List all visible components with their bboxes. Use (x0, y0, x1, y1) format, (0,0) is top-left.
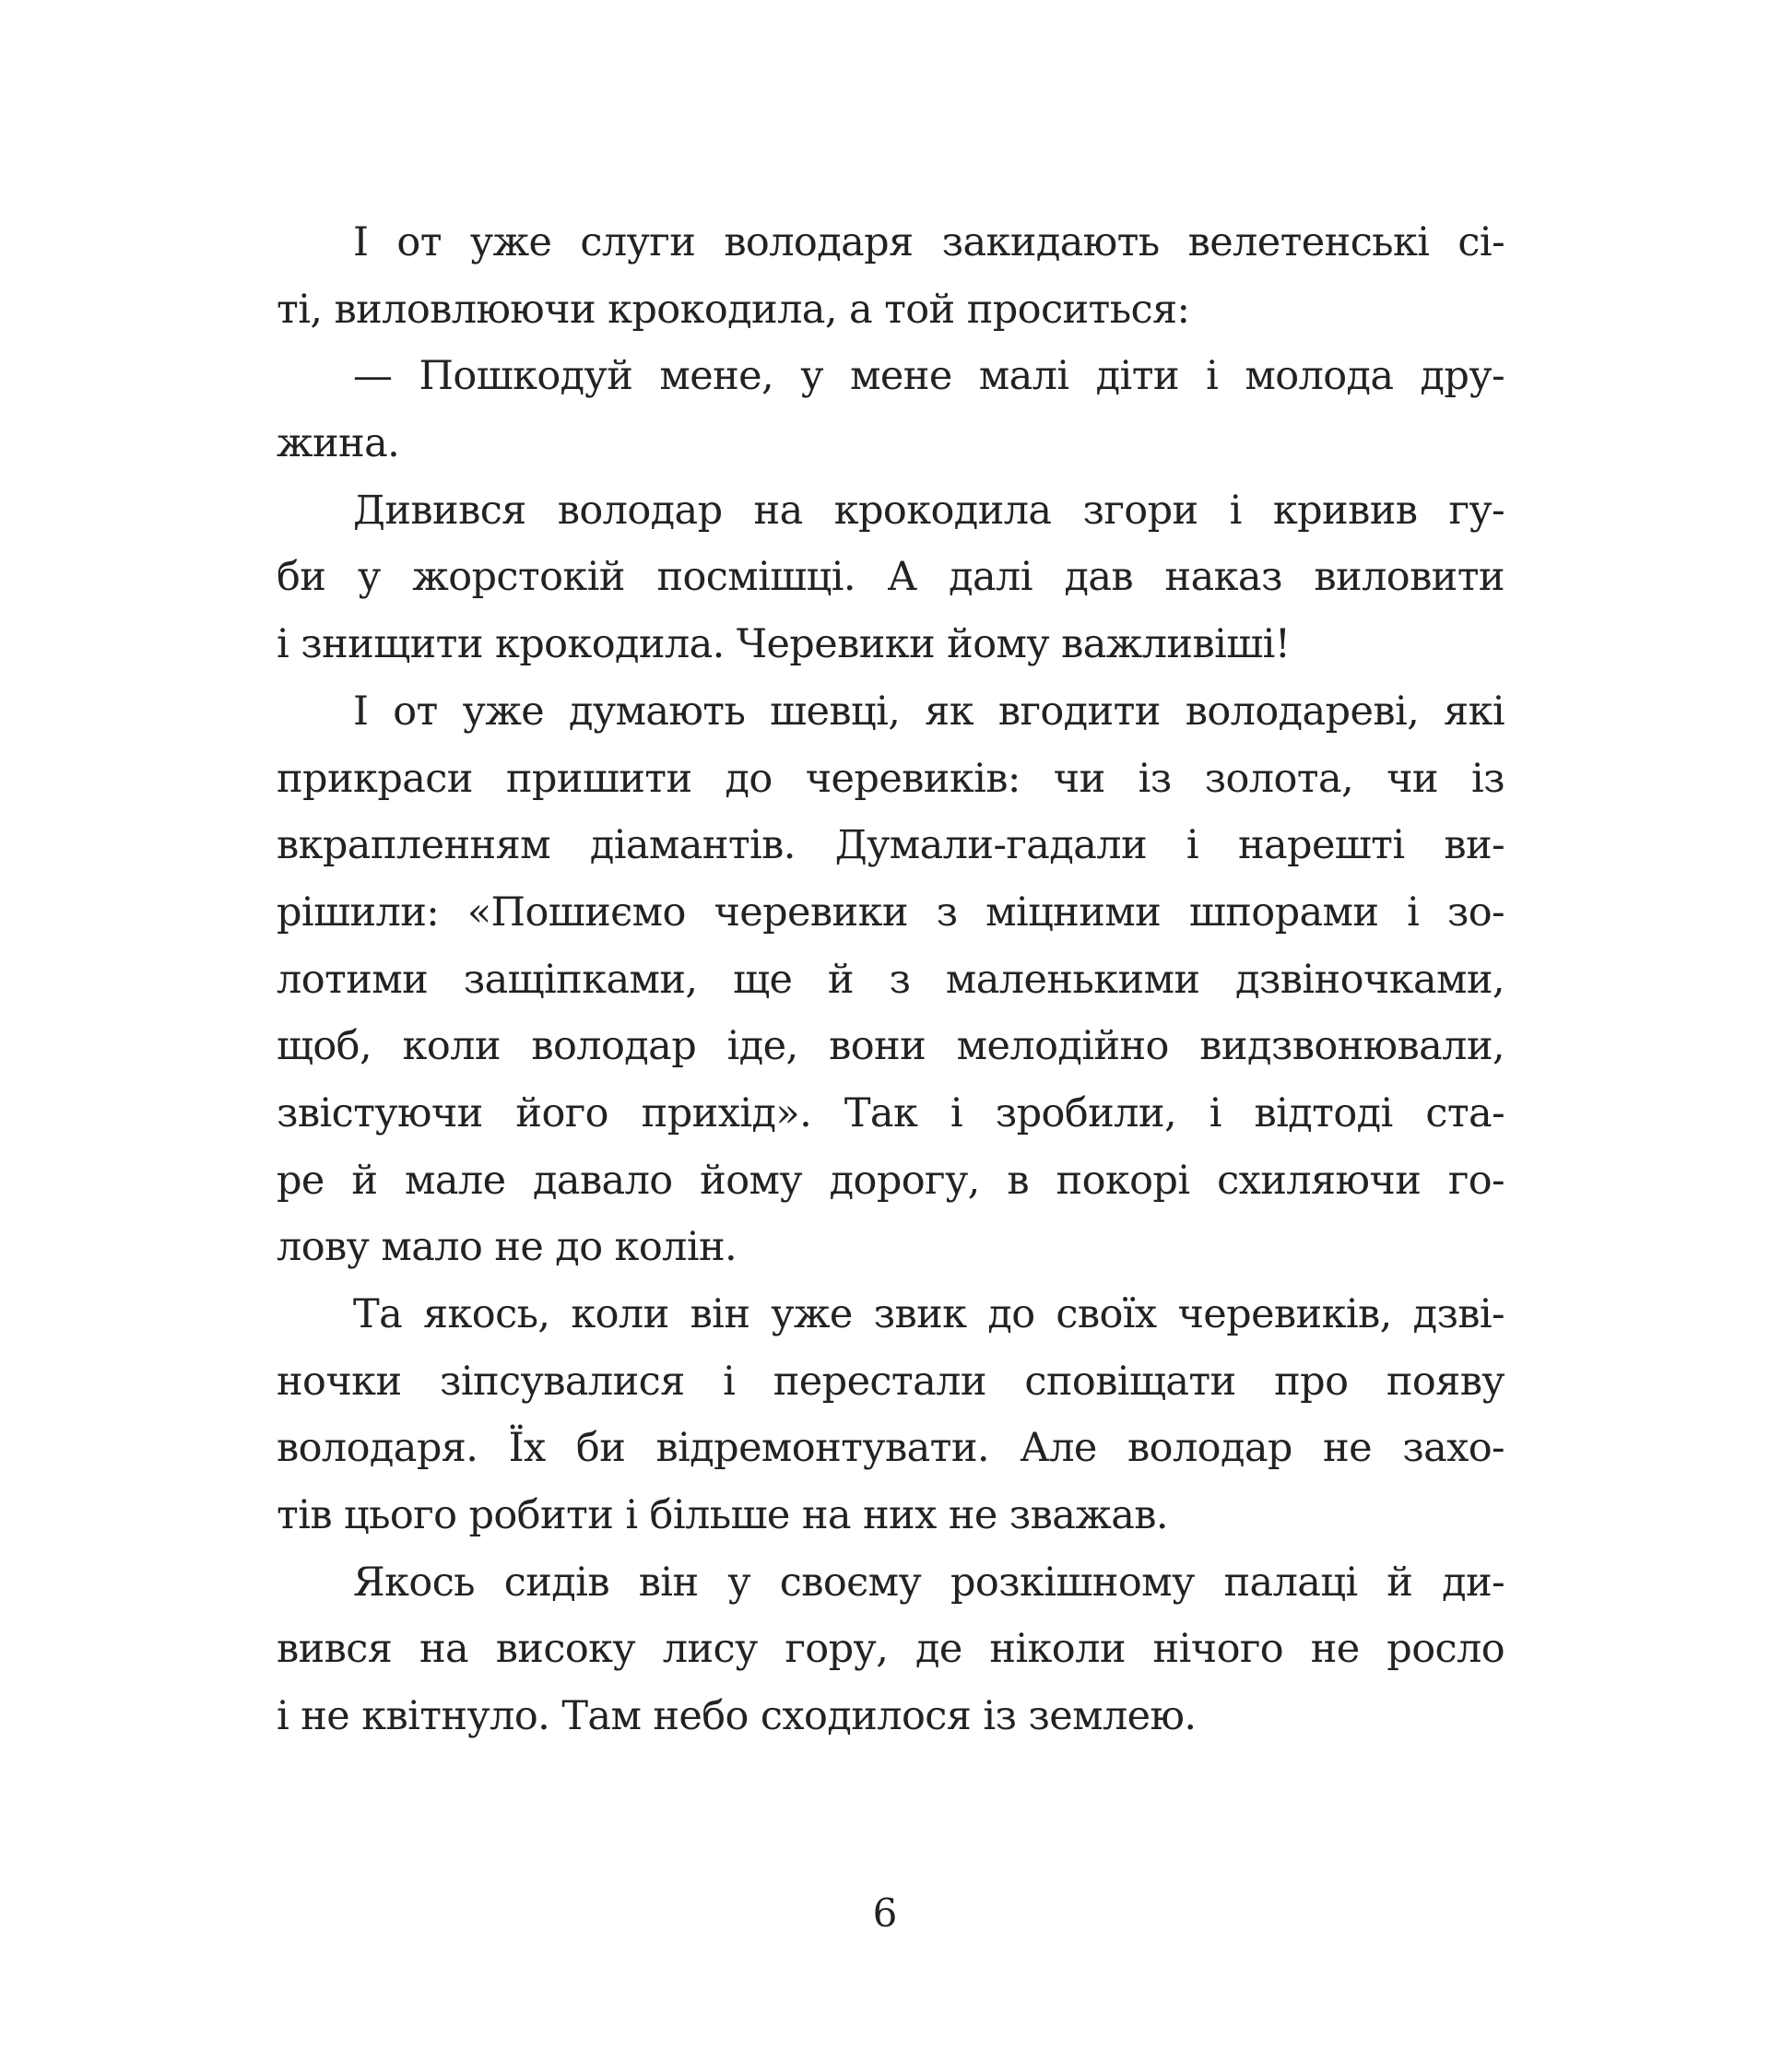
text-line: лову мало не до колін. (277, 1224, 738, 1271)
text-line: і знищити крокодила. Черевики йому важливіші! (277, 621, 1291, 668)
text-line: Дивився володар на крокодила згори і кривив гу- (353, 487, 1504, 534)
paragraph (277, 209, 1504, 343)
text-line: і не квітнуло. Там небо сходилося із землею. (277, 1693, 1197, 1740)
text-line: Та якось, коли він уже звик до своїх черевиків, дзві- (353, 1291, 1504, 1337)
text-line: Якось сидів він у своєму розкішному палаці й ди- (353, 1559, 1504, 1606)
text-line: рішили: «Пошиємо черевики з міцними шпорами і зо- (277, 889, 1504, 936)
text-line: щоб, коли володар іде, вони мелодійно видзвонювали, (277, 1023, 1504, 1070)
paragraph (277, 1549, 1504, 1750)
paragraph (277, 477, 1504, 678)
paragraph (277, 343, 1504, 477)
text-line: жина. (277, 420, 400, 467)
page-number: 6 (872, 1890, 898, 1936)
text-line: ре й мале давало йому дорогу, в покорі схиляючи го- (277, 1157, 1504, 1204)
text-line: І от уже слуги володаря закидають велетенські сі- (353, 219, 1504, 265)
text-line: лотими защіпками, ще й з маленькими дзвіночками, (277, 956, 1504, 1003)
text-line: би у жорстокій посмішці. А далі дав наказ виловити (277, 554, 1504, 601)
text-line: — Пошкодуй мене, у мене малі діти і молода дру- (353, 353, 1504, 400)
text-line: ті, виловлюючи крокодила, а той проситься: (277, 286, 1190, 333)
text-line: вився на високу лису гору, де ніколи нічого не росло (277, 1626, 1504, 1673)
paragraph (277, 678, 1504, 1281)
text-line: вкрапленням діамантів. Думали-гадали і нарешті ви- (277, 822, 1504, 869)
text-line: прикраси пришити до черевиків: чи із золота, чи із (277, 755, 1504, 802)
text-line: ночки зіпсувалися і перестали сповіщати про появу (277, 1358, 1504, 1405)
body-text (277, 209, 1504, 1750)
text-line: І от уже думають шевці, як вгодити володареві, які (353, 688, 1504, 735)
paragraph (277, 1281, 1504, 1549)
text-line: тів цього робити і більше на них не зважав. (277, 1492, 1168, 1539)
text-line: звістуючи його прихід». Так і зробили, і відтоді ста- (277, 1089, 1504, 1136)
text-line: володаря. Їх би відремонтувати. Але володар не захо- (277, 1425, 1504, 1472)
